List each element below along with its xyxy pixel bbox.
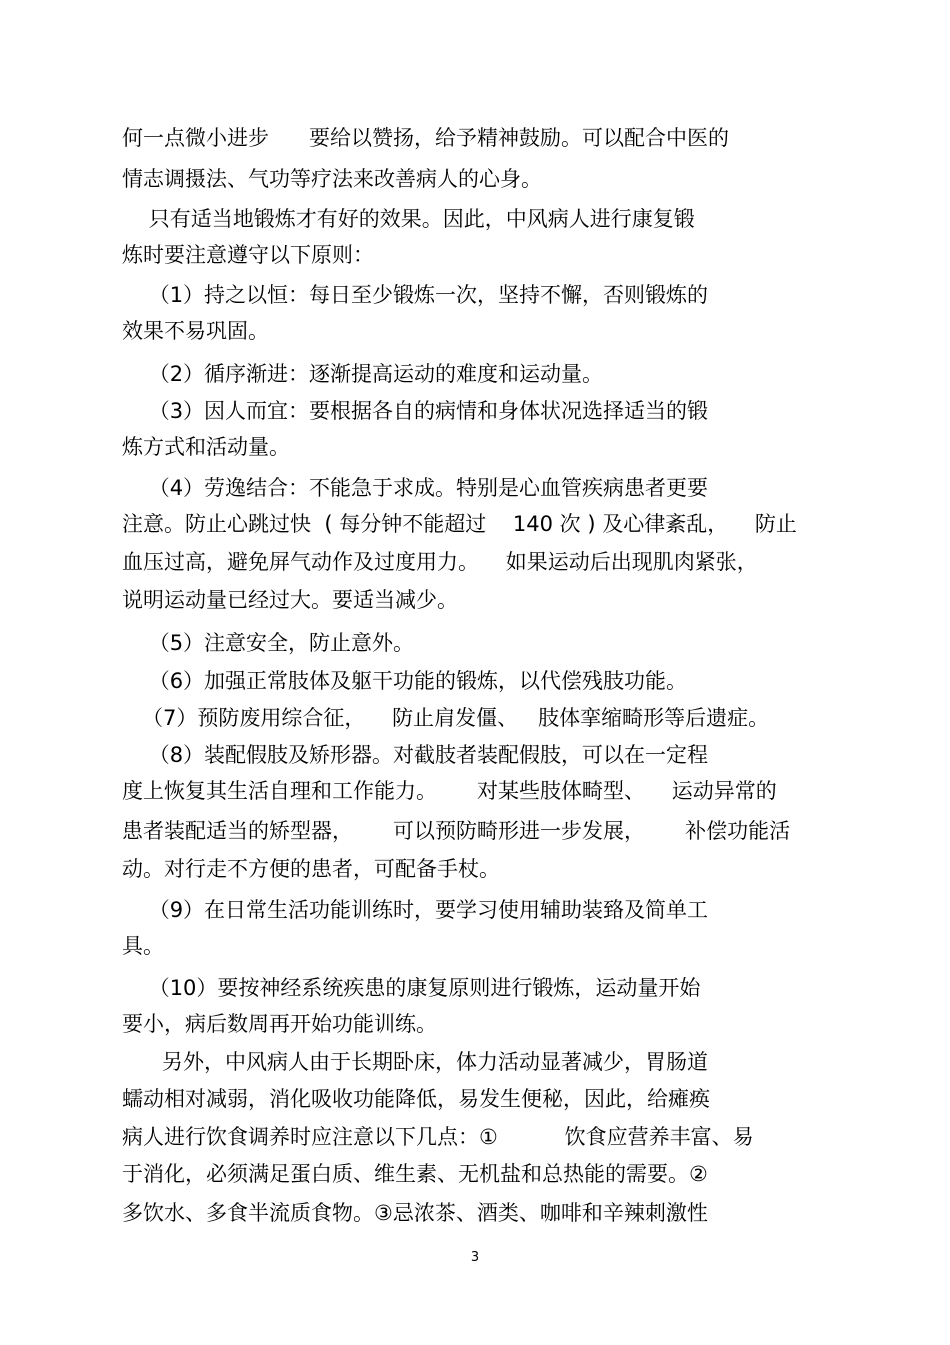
text-line: 要小，病后数周再开始功能训练。 [122, 1012, 437, 1036]
text-line: （9）在日常生活功能训练时，要学习使用辅助装臵及简单工 [122, 898, 709, 922]
text-line: 多饮水、多食半流质食物。③忌浓茶、酒类、咖啡和辛辣刺激性 [122, 1201, 708, 1225]
text-line: 蠕动相对减弱，消化吸收功能降低，易发生便秘，因此，给瘫痪 [122, 1087, 710, 1111]
text-line: 何一点微小进步 要给以赞扬，给予精神鼓励。可以配合中医的 [122, 126, 730, 150]
text-line: 另外，中风病人由于长期卧床，体力活动显著减少，胃肠道 [122, 1050, 709, 1074]
text-line: 注意。防止心跳过快 ( 每分钟不能超过 140 次 ) 及心律紊乱， 防止 [122, 512, 797, 536]
text-line: 血压过高，避免屏气动作及过度用力。 如果运动后出现肌肉紧张， [122, 550, 758, 574]
text-line: 度上恢复其生活自理和工作能力。 对某些肢体畸型、 运动异常的 [122, 779, 777, 803]
text-line: 于消化，必须满足蛋白质、维生素、无机盐和总热能的需要。② [122, 1162, 708, 1186]
text-line: 动。对行走不方便的患者，可配备手杖。 [122, 857, 500, 881]
text-line: 病人进行饮食调养时应注意以下几点：① 饮食应营养丰富、易 [122, 1125, 754, 1149]
text-line: 患者装配适当的矫型器， 可以预防畸形进一步发展， 补偿功能活 [122, 819, 791, 843]
text-line: 效果不易巩固。 [122, 319, 269, 343]
text-line: （2）循序渐进：逐渐提高运动的难度和运动量。 [122, 362, 604, 386]
text-line: （8）装配假肢及矫形器。对截肢者装配假肢，可以在一定程 [122, 743, 709, 767]
text-line: 具。 [122, 934, 164, 958]
text-line: 只有适当地锻炼才有好的效果。因此，中风病人进行康复锻 [122, 207, 695, 231]
text-line: （7）预防废用综合征， 防止肩发僵、 肢体挛缩畸形等后遗症。 [122, 706, 770, 730]
page-number: 3 [470, 1250, 480, 1265]
text-line: （6）加强正常肢体及躯干功能的锻炼，以代偿残肢功能。 [122, 669, 688, 693]
text-line: 说明运动量已经过大。要适当减少。 [122, 588, 458, 612]
text-line: （1）持之以恒：每日至少锻炼一次，坚持不懈，否则锻炼的 [122, 283, 709, 307]
text-line: 炼时要注意遵守以下原则： [122, 243, 374, 267]
text-line: 炼方式和活动量。 [122, 435, 290, 459]
text-line: （4）劳逸结合：不能急于求成。特别是心血管疾病患者更要 [122, 476, 709, 500]
text-line: （3）因人而宜：要根据各自的病情和身体状况选择适当的锻 [122, 399, 709, 423]
text-line: （10）要按神经系统疾患的康复原则进行锻炼，运动量开始 [122, 976, 701, 1000]
text-line: （5）注意安全，防止意外。 [122, 631, 415, 655]
text-line: 情志调摄法、气功等疗法来改善病人的心身。 [122, 167, 542, 191]
